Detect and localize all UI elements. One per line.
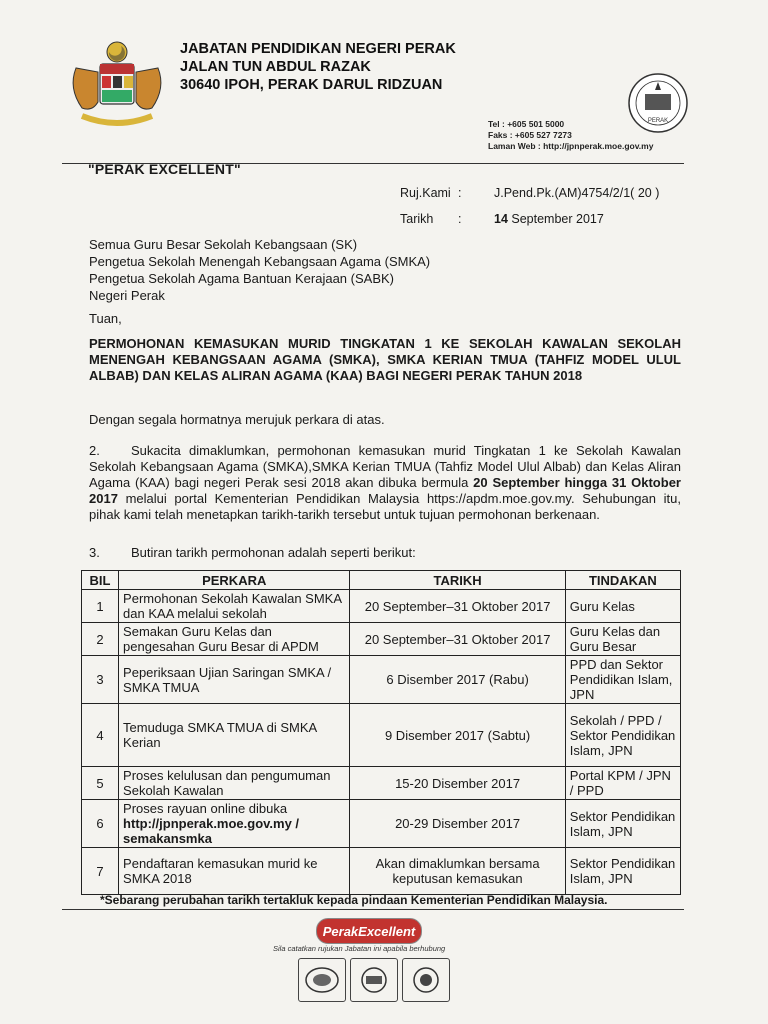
tarikh-value [494, 206, 604, 232]
footnote: *Sebarang perubahan tarikh tertakluk kepada pindaan Kementerian Pendidikan Malaysia. [100, 893, 608, 907]
header-perkara: PERKARA [119, 571, 350, 590]
table-header-row [82, 571, 681, 590]
paragraph-3 [89, 545, 416, 560]
cell-tindakan: Portal KPM / JPN / PPD [565, 767, 680, 800]
cell-perkara: Pendaftaran kemasukan murid ke SMKA 2018 [119, 848, 350, 895]
motto: "PERAK EXCELLENT" [88, 161, 241, 177]
footer-note: Sila catatkan rujukan Jabatan ini apabila berhubung [273, 944, 446, 953]
cell-tarikh: 6 Disember 2017 (Rabu) [350, 656, 565, 704]
cell-tindakan: Sekolah / PPD / Sektor Pendidikan Islam, JPN [565, 704, 680, 767]
ruj-value: J.Pend.Pk.(AM)4754/2/1( 20 ) [494, 186, 660, 200]
contact-block [488, 119, 653, 152]
recipient-line: Semua Guru Besar Sekolah Kebangsaan (SK) [89, 237, 358, 252]
header-line-3: 30640 IPOH, PERAK DARUL RIDZUAN [180, 77, 443, 93]
recipients [89, 236, 430, 304]
tarikh-label: Tarikh [400, 212, 434, 226]
recipient-line: Pengetua Sekolah Menengah Kebangsaan Agama (SMKA) [89, 254, 431, 269]
header-line-1: JABATAN PENDIDIKAN NEGERI PERAK [180, 41, 456, 57]
cell-tindakan: Guru Kelas dan Guru Besar [565, 623, 680, 656]
tarikh-month-year: September 2017 [507, 212, 604, 226]
paragraph-2 [89, 443, 681, 523]
header-line-2: JALAN TUN ABDUL RAZAK [180, 59, 371, 75]
cell-perkara: Proses kelulusan dan pengumuman Sekolah Kawalan [119, 767, 350, 800]
cell-tarikh: 15-20 Disember 2017 [350, 767, 565, 800]
cell-perkara: Temuduga SMKA TMUA di SMKA Kerian [119, 704, 350, 767]
website-text: Laman Web : http://jpnperak.moe.gov.my [488, 141, 654, 151]
table-row [82, 590, 681, 623]
footer-divider [62, 909, 684, 910]
header-bil: BIL [82, 571, 119, 590]
tarikh-colon: : [458, 212, 462, 226]
reference-block [400, 180, 659, 232]
cell-tindakan: Sektor Pendidikan Islam, JPN [565, 848, 680, 895]
schedule-table [81, 570, 681, 895]
cell-tindakan: Guru Kelas [565, 590, 680, 623]
table-row [82, 704, 681, 767]
paragraph-3-number: 3. [89, 545, 100, 560]
paragraph-3-text: Butiran tarikh permohonan adalah seperti berikut: [131, 545, 416, 560]
certification-logos [298, 958, 450, 1002]
recipient-line: Pengetua Sekolah Agama Bantuan Kerajaan (SABK) [89, 271, 394, 286]
tarikh-day: 14 [494, 212, 508, 226]
cell-bil: 7 [82, 848, 119, 895]
faks-text: Faks : +605 527 7273 [488, 130, 572, 140]
salutation: Tuan, [89, 311, 122, 326]
cell-bil: 6 [82, 800, 119, 848]
subject-heading: PERMOHONAN KEMASUKAN MURID TINGKATAN 1 KE SEKOLAH KAWALAN SEKOLAH MENENGAH KEBANGSAAN AGAMA (SMKA), SMKA KERIAN TMUA (TAHFIZ MODEL ULUL ALBAB) DAN KELAS ALIRAN AGAMA (KAA) BAGI NEGERI PERAK TAHUN 2018 [89, 336, 681, 383]
header-tarikh: TARIKH [350, 571, 565, 590]
cell-bil: 1 [82, 590, 119, 623]
malaysia-crest-icon [62, 38, 172, 130]
cell-tarikh: 9 Disember 2017 (Sabtu) [350, 704, 565, 767]
ruj-label: Ruj.Kami [400, 186, 451, 200]
department-header [180, 40, 456, 94]
cell-bil: 5 [82, 767, 119, 800]
cell-tindakan: PPD dan Sektor Pendidikan Islam, JPN [565, 656, 680, 704]
table-row [82, 767, 681, 800]
cell-bil: 3 [82, 656, 119, 704]
cell-tarikh: 20 September–31 Oktober 2017 [350, 623, 565, 656]
table-row [82, 623, 681, 656]
cell-perkara: Semakan Guru Kelas dan pengesahan Guru Besar di APDM [119, 623, 350, 656]
table-row [82, 800, 681, 848]
paragraph-2-text-after: melalui portal Kementerian Pendidikan Malaysia https://apdm.moe.gov.my. Sehubungan itu, pihak kami telah menetapkan tarikh-tarikh tersebut untuk tujuan permohonan berkenaan. [89, 491, 681, 522]
cell-tarikh: Akan dimaklumkan bersama keputusan kemasukan [350, 848, 565, 895]
table-row [82, 656, 681, 704]
paragraph-2-dates: 20 September hingga 31 Oktober 2017 [89, 475, 681, 506]
cell-perkara [119, 800, 350, 848]
paragraph-2-number: 2. [89, 443, 100, 458]
cell-perkara: Permohonan Sekolah Kawalan SMKA dan KAA melalui sekolah [119, 590, 350, 623]
cell-bil: 4 [82, 704, 119, 767]
paragraph-1: Dengan segala hormatnya merujuk perkara di atas. [89, 412, 385, 427]
cell-tarikh: 20 September–31 Oktober 2017 [350, 590, 565, 623]
perak-excellent-logo: PerakExcellent [316, 918, 422, 944]
tel-text: Tel : +605 501 5000 [488, 119, 565, 129]
appeal-url-link[interactable]: http://jpnperak.moe.gov.my / semakansmka [123, 816, 300, 846]
iso-cert-icon [402, 958, 450, 1002]
ruj-colon: : [458, 186, 462, 200]
header-tindakan: TINDAKAN [565, 571, 680, 590]
cell-tarikh: 20-29 Disember 2017 [350, 800, 565, 848]
iso-cert-icon [350, 958, 398, 1002]
logo-text: PERAK [647, 118, 669, 124]
recipient-line: Negeri Perak [89, 288, 165, 303]
paragraph-2-text-before: Sukacita dimaklumkan, permohonan kemasukan murid Tingkatan 1 ke Sekolah Kawalan Sekolah Kebangsaan Agama (SMKA),SMKA Kerian TMUA (Tahfiz Model Ulul Albab) dan Kelas Aliran Agama (KAA) bagi negeri Perak sesi 2018 akan dibuka bermula [89, 443, 681, 490]
cell-perkara: Peperiksaan Ujian Saringan SMKA / SMKA TMUA [119, 656, 350, 704]
cell-perkara-text: Proses rayuan online dibuka [123, 801, 288, 816]
cell-tindakan: Sektor Pendidikan Islam, JPN [565, 800, 680, 848]
table-row [82, 848, 681, 895]
iso-cert-icon [298, 958, 346, 1002]
cell-bil: 2 [82, 623, 119, 656]
